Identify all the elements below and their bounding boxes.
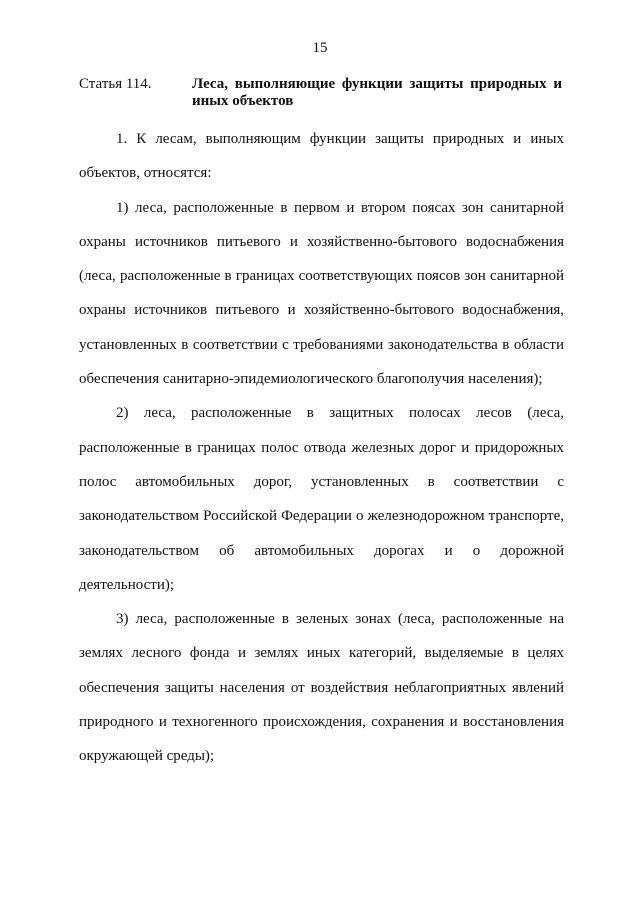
page-number: 15	[312, 40, 328, 56]
paragraph-intro: 1. К лесам, выполняющим функции защиты природных и иных объектов, относятся:	[79, 131, 564, 182]
paragraph-item-3: 3) леса, расположенные в зеленых зонах (леса, расположенные на землях лесного фонда и землях иных категорий, выделяемые в целях обеспечения защиты населения от воздействия неблагоприятных явлений природного и техногенного происхождения, сохранения и восстановления окружающей среды);	[79, 611, 564, 765]
article-number: Статья 114.	[79, 76, 152, 92]
paragraph-item-2: 2) леса, расположенные в защитных полосах лесов (леса, расположенные в границах полос отвода железных дорог и придорожных полос автомобильных дорог, установленных в соответствии с законодательством Российской Федерации о железнодорожном транспорте, законодательством об автомобильных дорогах и о дорожной деятельности);	[79, 405, 564, 593]
paragraph-item-1: 1) леса, расположенные в первом и втором поясах зон санитарной охраны источников питьевого и хозяйственно-бытового водоснабжения (леса, расположенные в границах соответствующих поясов зон санитарной охраны источников питьевого и хозяйственно-бытового водоснабжения, установленных в соответствии с требованиями законодательства в области обеспечения санитарно-эпидемиологического благополучия населения);	[79, 199, 564, 388]
article-title: Леса, выполняющие функции защиты природных и иных объектов	[192, 76, 562, 109]
article-heading	[79, 76, 564, 110]
article-body	[79, 122, 564, 774]
